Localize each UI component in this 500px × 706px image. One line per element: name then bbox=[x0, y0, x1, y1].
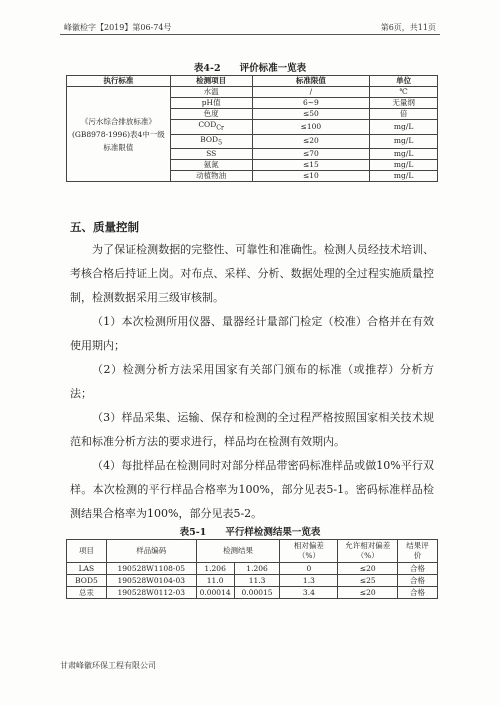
evaluation-standard-table bbox=[66, 75, 438, 182]
table-cell: mg/L bbox=[370, 171, 438, 182]
table-cell bbox=[170, 134, 252, 149]
table-cell: 190528W0104-03 bbox=[106, 575, 196, 587]
table-cell: 合格 bbox=[398, 563, 438, 575]
paragraph: （4）每批样品在检测同时对部分样品带密码标准样品或做10%平行双样。本次检测的平行样品合格率为100%，部分见表5-1。密码标准样品检测结果合格率为100%，部分见表5-2。 bbox=[70, 459, 434, 520]
paragraph: （3）样品采集、运输、保存和检测的全过程严格按照国家相关技术规范和标准分析方法的要求进行，样品均在检测有效期内。 bbox=[70, 411, 434, 448]
col-header: 执行标准 bbox=[67, 76, 171, 87]
table-cell: 倍 bbox=[370, 109, 438, 120]
paragraph: （1）本次检测所用仪器、量器经计量部门检定（校准）合格并在有效使用期内； bbox=[70, 315, 434, 352]
table-cell: ≤70 bbox=[252, 149, 370, 160]
table-cell: 6~9 bbox=[252, 98, 370, 109]
table-cell: mg/L bbox=[370, 160, 438, 171]
table-cell: 1.3 bbox=[280, 575, 338, 587]
table-cell: LAS bbox=[67, 563, 107, 575]
col-header: 单位 bbox=[370, 76, 438, 87]
col-header: 检测项目 bbox=[170, 76, 252, 87]
table-cell: ≤20 bbox=[252, 134, 370, 149]
table-4-2-caption: 表4-2 评价标准一览表 bbox=[193, 63, 307, 74]
table-cell: mg/L bbox=[370, 120, 438, 135]
col-header: 相对偏差（%） bbox=[280, 540, 338, 563]
item-name: COD bbox=[198, 120, 217, 129]
table-cell: ≤10 bbox=[252, 171, 370, 182]
table-cell: 0.00015 bbox=[234, 587, 280, 599]
table-cell: 动植物油 bbox=[170, 171, 252, 182]
page-number: 第6页，共11页 bbox=[380, 23, 436, 32]
table-cell: 190528W0112-03 bbox=[106, 587, 196, 599]
table-cell: pH值 bbox=[170, 98, 252, 109]
table-cell: 3.4 bbox=[280, 587, 338, 599]
table-cell: mg/L bbox=[370, 134, 438, 149]
col-header: 项目 bbox=[67, 540, 107, 563]
col-header: 结果评价 bbox=[398, 540, 438, 563]
table-cell: ≤50 bbox=[252, 109, 370, 120]
table-cell: 1.206 bbox=[196, 563, 234, 575]
table-cell: ≤100 bbox=[252, 120, 370, 135]
table-cell: 氨氮 bbox=[170, 160, 252, 171]
table-cell: ≤15 bbox=[252, 160, 370, 171]
col-header: 标准限值 bbox=[252, 76, 370, 87]
table-cell: / bbox=[252, 87, 370, 98]
parallel-sample-table bbox=[66, 539, 438, 599]
table-cell: ≤20 bbox=[338, 587, 398, 599]
table-cell: mg/L bbox=[370, 149, 438, 160]
table-cell: ℃ bbox=[370, 87, 438, 98]
table-cell: 1.206 bbox=[234, 563, 280, 575]
table-row bbox=[67, 563, 438, 575]
table-cell: ≤25 bbox=[338, 575, 398, 587]
table-cell: SS bbox=[170, 149, 252, 160]
table-cell: 合格 bbox=[398, 575, 438, 587]
table-cell: 190528W1108-05 bbox=[106, 563, 196, 575]
table-row bbox=[67, 587, 438, 599]
paragraph: （2）检测分析方法采用国家有关部门颁布的标准（或推荐）分析方法； bbox=[70, 363, 434, 400]
paragraph: 为了保证检测数据的完整性、可靠性和准确性。检测人员经技术培训、考核合格后持证上岗。对布点、采样、分析、数据处理的全过程实施质量控制，检测数据采用三级审核制。 bbox=[70, 243, 434, 304]
report-number: 峰徽检字【2019】第06-74号 bbox=[64, 23, 172, 32]
table-cell: 0 bbox=[280, 563, 338, 575]
table-cell: 色度 bbox=[170, 109, 252, 120]
company-footer: 甘肃峰徽环保工程有限公司 bbox=[60, 661, 156, 670]
page-header bbox=[60, 20, 440, 35]
table-row bbox=[67, 575, 438, 587]
col-header: 样品编码 bbox=[106, 540, 196, 563]
standard-name-cell: 《污水综合排放标准》(GB8978-1996)表4中一级标准限值 bbox=[67, 87, 171, 182]
table-cell: 无量纲 bbox=[370, 98, 438, 109]
col-header: 检测结果 bbox=[196, 540, 280, 563]
table-cell bbox=[170, 120, 252, 135]
col-header: 允许相对偏差（%） bbox=[338, 540, 398, 563]
item-name: BOD bbox=[200, 134, 219, 144]
table-cell: BOD5 bbox=[67, 575, 107, 587]
table-cell: 11.0 bbox=[196, 575, 234, 587]
table-cell: 11.3 bbox=[234, 575, 280, 587]
subscript: 5 bbox=[218, 139, 223, 146]
table-cell: 水温 bbox=[170, 87, 252, 98]
table-cell: 合格 bbox=[398, 587, 438, 599]
table-cell: 总汞 bbox=[67, 587, 107, 599]
table-cell: ≤20 bbox=[338, 563, 398, 575]
subscript: Cr bbox=[216, 124, 224, 132]
section-title: 五、质量控制 bbox=[70, 220, 139, 234]
table-cell: 0.00014 bbox=[196, 587, 234, 599]
table-5-1-caption: 表5-1 平行样检测结果一览表 bbox=[179, 527, 321, 538]
